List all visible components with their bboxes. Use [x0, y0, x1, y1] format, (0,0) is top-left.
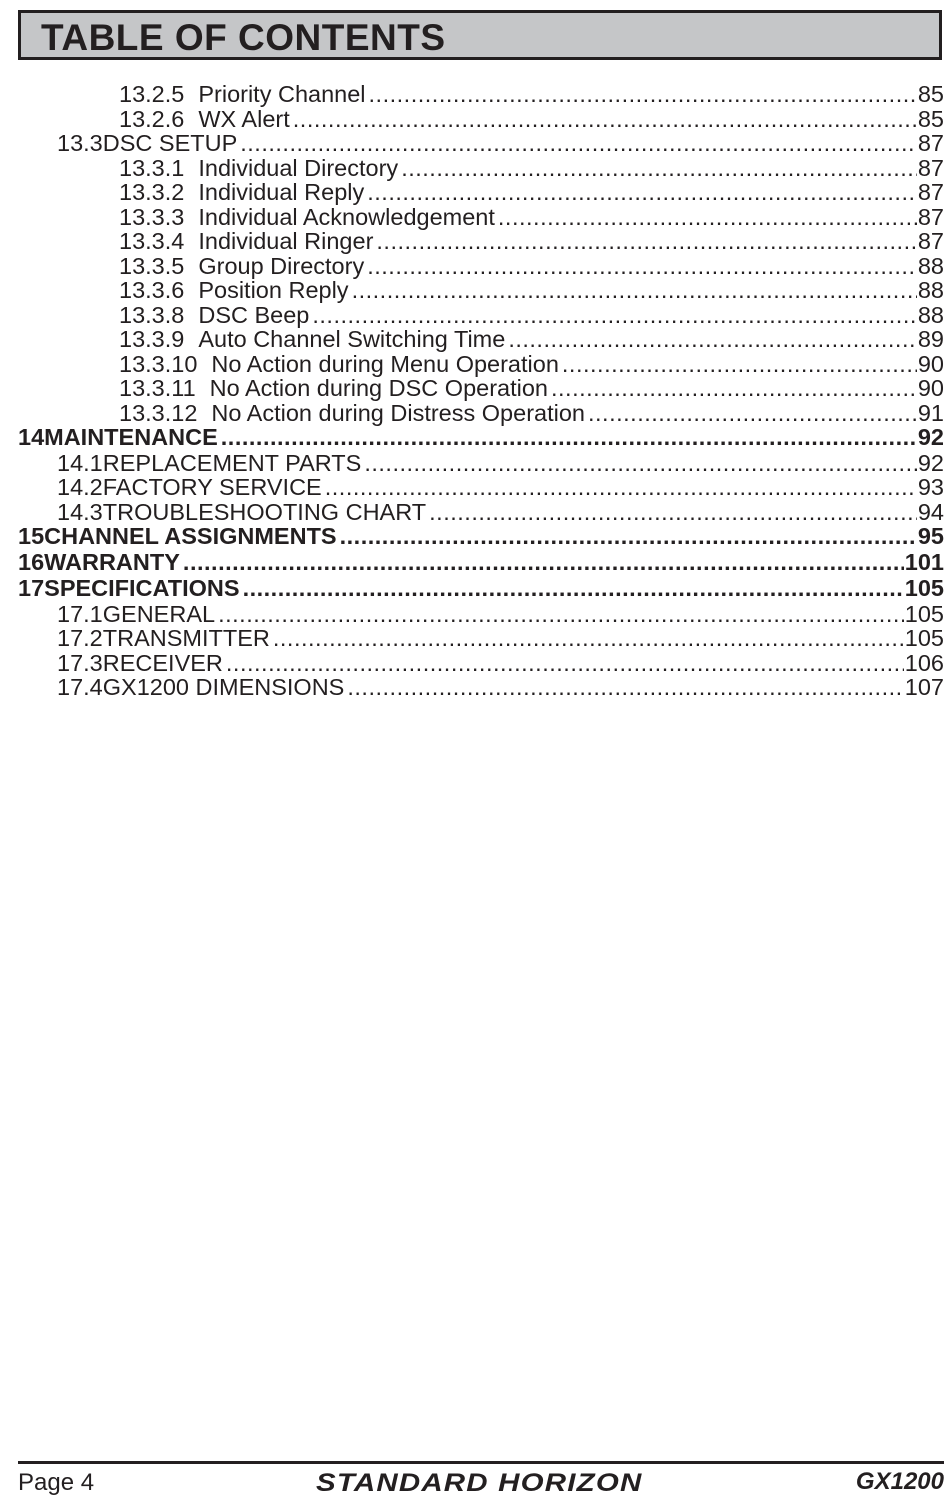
toc-entry-title: MAINTENANCE [44, 424, 218, 450]
toc-entry[interactable] [18, 475, 944, 500]
toc-chapter-entry[interactable] [18, 550, 944, 576]
toc-entry-number: 13.3.6 [119, 277, 185, 303]
dot-leader [226, 651, 904, 676]
toc-entry-title: TROUBLESHOOTING CHART [102, 498, 427, 525]
toc-entry-title: REPLACEMENT PARTS [102, 449, 362, 476]
toc-entry-page: 95 [917, 523, 944, 550]
toc-entry[interactable] [18, 327, 944, 352]
toc-entry-page: 88 [917, 252, 944, 279]
dot-leader [340, 524, 917, 550]
toc-entry-title: No Action during DSC Operation [209, 375, 548, 401]
dot-leader [243, 576, 904, 602]
dot-leader [401, 156, 917, 181]
toc-entry[interactable] [18, 602, 944, 627]
toc-entry-number: 14 [18, 424, 45, 450]
toc-entry-number: 13.3.4 [119, 228, 185, 254]
dot-leader [312, 303, 916, 328]
toc-entry-title: No Action during Menu Operation [211, 350, 559, 377]
dot-leader [183, 550, 904, 576]
toc-entry-title: SPECIFICATIONS [44, 574, 240, 601]
toc-entry-page: 107 [904, 674, 944, 701]
toc-entry[interactable] [18, 626, 944, 651]
toc-entry-title: Priority Channel [198, 81, 366, 107]
toc-entry-number: 13.2.5 [119, 81, 185, 107]
toc-entry-page: 91 [917, 399, 944, 426]
toc-entry-number: 13.3.2 [119, 179, 185, 205]
toc-entry-page: 94 [917, 498, 944, 525]
toc-entry-number: 13.3 [57, 130, 103, 156]
toc-entry-number: 13.3.10 [119, 350, 198, 377]
toc-entry-page: 105 [904, 574, 944, 601]
toc-entry-number: 17.4 [57, 674, 103, 701]
toc-entry-title: TRANSMITTER [102, 625, 270, 652]
toc-entry-title: Individual Acknowledgement [198, 203, 495, 230]
dot-leader [588, 401, 917, 426]
dot-leader [429, 500, 917, 525]
toc-entry-page: 85 [917, 81, 944, 107]
toc-entry[interactable] [18, 254, 944, 279]
toc-chapter-entry[interactable] [18, 524, 944, 550]
table-of-contents [18, 82, 944, 700]
toc-entry[interactable] [18, 229, 944, 254]
toc-entry-number: 13.3.9 [119, 326, 185, 352]
toc-entry[interactable] [18, 401, 944, 426]
toc-entry-title: Individual Directory [198, 154, 399, 181]
toc-entry[interactable] [18, 675, 944, 700]
toc-entry[interactable] [18, 82, 944, 107]
toc-entry-number: 13.3.12 [119, 399, 198, 426]
page-title: TABLE OF CONTENTS [41, 17, 446, 58]
dot-leader [508, 327, 917, 352]
toc-entry[interactable] [18, 156, 944, 181]
toc-entry-number: 17.1 [57, 600, 103, 627]
toc-entry-page: 90 [917, 375, 944, 401]
section-header [18, 10, 942, 60]
toc-entry-number: 13.3.3 [119, 203, 185, 230]
toc-entry[interactable] [18, 131, 944, 156]
toc-entry-number: 13.2.6 [119, 105, 185, 132]
toc-entry-page: 87 [917, 154, 944, 181]
toc-entry-page: 88 [917, 301, 944, 328]
toc-chapter-entry[interactable] [18, 425, 944, 451]
toc-entry-title: Group Directory [198, 252, 365, 279]
toc-entry[interactable] [18, 376, 944, 401]
dot-leader [352, 278, 917, 303]
footer-model-name: GX1200 [855, 1468, 944, 1495]
dot-leader [293, 107, 917, 132]
dot-leader [273, 626, 904, 651]
toc-entry[interactable] [18, 278, 944, 303]
toc-entry-page: 106 [904, 649, 944, 676]
toc-entry-title: GX1200 DIMENSIONS [102, 674, 345, 701]
toc-entry-page: 90 [917, 350, 944, 377]
toc-entry[interactable] [18, 451, 944, 476]
toc-entry-number: 13.3.11 [119, 375, 196, 401]
toc-entry-title: Individual Reply [198, 179, 365, 205]
toc-entry-number: 14.3 [57, 498, 103, 525]
toc-entry-title: CHANNEL ASSIGNMENTS [44, 523, 337, 550]
toc-entry-number: 14.1 [57, 449, 103, 476]
toc-entry-number: 15 [18, 523, 45, 550]
toc-entry-title: Auto Channel Switching Time [198, 326, 506, 352]
toc-entry-page: 105 [904, 600, 944, 627]
toc-entry-title: WX Alert [198, 105, 290, 132]
dot-leader [325, 475, 917, 500]
dot-leader [240, 131, 917, 156]
dot-leader [221, 425, 917, 451]
toc-entry-page: 87 [917, 203, 944, 230]
toc-entry-number: 14.2 [57, 474, 103, 501]
toc-entry-title: GENERAL [102, 600, 216, 627]
dot-leader [551, 376, 917, 401]
toc-entry-number: 16 [18, 549, 45, 576]
dot-leader [364, 451, 917, 476]
toc-entry-title: RECEIVER [102, 649, 223, 676]
toc-entry-number: 17 [18, 574, 45, 601]
toc-entry-page: 87 [917, 130, 944, 156]
toc-entry-title: Individual Ringer [198, 228, 374, 254]
toc-entry[interactable] [18, 107, 944, 132]
toc-entry-number: 13.3.5 [119, 252, 185, 279]
dot-leader [367, 180, 917, 205]
toc-entry-page: 87 [917, 179, 944, 205]
toc-entry-number: 17.3 [57, 649, 103, 676]
dot-leader [369, 82, 917, 107]
toc-entry-number: 13.3.8 [119, 301, 185, 328]
toc-entry[interactable] [18, 180, 944, 205]
toc-entry-title: DSC Beep [198, 301, 310, 328]
dot-leader [376, 229, 916, 254]
toc-entry-page: 93 [917, 474, 944, 501]
footer-page-number: Page 4 [18, 1469, 95, 1496]
toc-entry[interactable] [18, 500, 944, 525]
toc-entry-page: 87 [917, 228, 944, 254]
toc-entry[interactable] [18, 651, 944, 676]
toc-entry-number: 17.2 [57, 625, 103, 652]
toc-entry-title: Position Reply [198, 277, 349, 303]
toc-chapter-entry[interactable] [18, 576, 944, 602]
brand-logo: STANDARD HORIZON [316, 1469, 643, 1497]
dot-leader [347, 675, 903, 700]
toc-entry[interactable] [18, 303, 944, 328]
dot-leader [367, 254, 917, 279]
toc-entry-page: 88 [917, 277, 944, 303]
dot-leader [562, 352, 917, 377]
toc-entry-page: 85 [917, 105, 944, 132]
toc-entry-page: 89 [917, 326, 944, 352]
footer-divider [18, 1461, 944, 1464]
dot-leader [498, 205, 917, 230]
toc-entry-title: DSC SETUP [102, 130, 238, 156]
toc-entry-title: No Action during Distress Operation [211, 399, 585, 426]
dot-leader [218, 602, 904, 627]
toc-entry-number: 13.3.1 [119, 154, 185, 181]
toc-entry-page: 92 [917, 424, 944, 450]
toc-entry-page: 105 [904, 625, 944, 652]
toc-entry[interactable] [18, 205, 944, 230]
toc-entry-title: WARRANTY [44, 549, 180, 576]
toc-entry-page: 101 [904, 549, 944, 576]
toc-entry-title: FACTORY SERVICE [102, 474, 322, 501]
toc-entry[interactable] [18, 352, 944, 377]
toc-entry-page: 92 [917, 449, 944, 476]
